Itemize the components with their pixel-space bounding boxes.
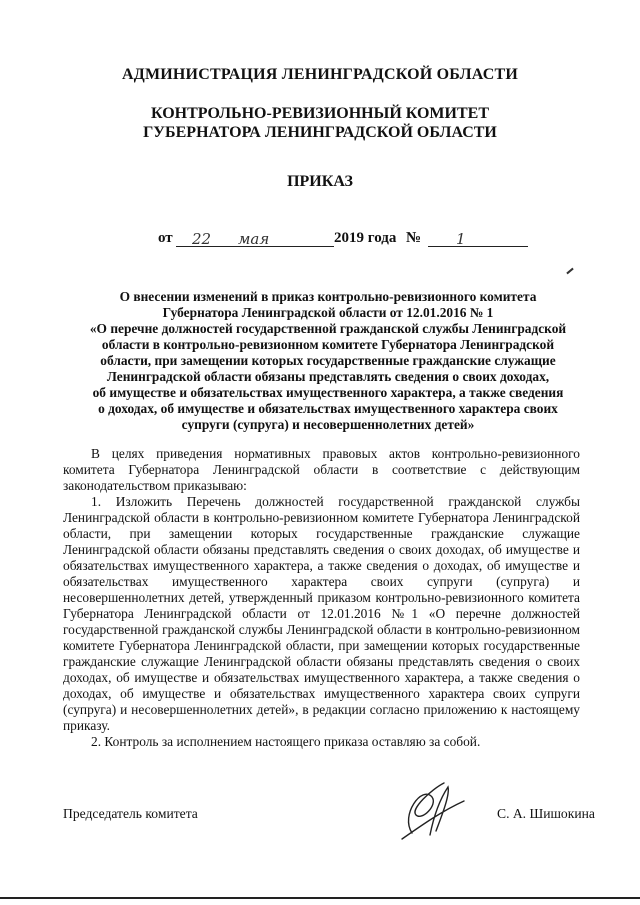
signatory-name: С. А. Шишокина [497, 806, 595, 821]
subject-line: области, при замещении которых государственные гражданские служащие [100, 353, 556, 368]
order-item-1: 1. Изложить Перечень должностей государственной гражданской службы Ленинградской области в контрольно-ревизионном комитете Губернатора Ленинградской области, при замещении которых государственные гражданские служащие Ленинградской области обязаны представлять сведения о своих доходах, об имуществе и обязательствах имущественного характера, а также сведения о доходах, об имуществе и обязательствах имущественного характера своих супруги (супруга) и несовершеннолетних детей, утвержденный приказом контрольно-ревизионного комитета Губернатора Ленинградской области от 12.01.2016 №1 «О перечне должностей государственной гражданской службы Ленинградской области в контрольно-ревизионном комитете Губернатора Ленинградской области, при замещении которых государственные гражданские служащие Ленинградской области обязаны представлять сведения о своих доходах, об имуществе и обязательствах имущественного характера, а также сведения о доходах, об имуществе и обязательствах имущественного характера своих супруги (супруга) и несовершеннолетних детей», в редакции согласно приложению к настоящему приказу. [63, 494, 580, 733]
subject-line: Ленинградской области обязаны представлять сведения о своих доходах, [106, 369, 550, 384]
date-year: 2019 года [334, 230, 397, 246]
subject-line: супруги (супруга) и несовершеннолетних детей» [181, 417, 475, 432]
scan-edge-line [0, 897, 640, 899]
order-body [63, 446, 580, 750]
document-type-title: ПРИКАЗ [287, 173, 353, 190]
date-number-line [158, 226, 558, 250]
handwritten-number: 1 [456, 230, 466, 248]
committee-heading-line-2: ГУБЕРНАТОРА ЛЕНИНГРАДСКОЙ ОБЛАСТИ [143, 124, 497, 141]
number-label: № [406, 230, 422, 246]
handwritten-signature [392, 775, 470, 847]
administration-heading: АДМИНИСТРАЦИЯ ЛЕНИНГРАДСКОЙ ОБЛАСТИ [122, 66, 518, 83]
subject-line: «О перечне должностей государственной гражданской службы Ленинградской [89, 321, 567, 336]
subject-line: области в контрольно-ревизионном комитете Губернатора Ленинградской [101, 337, 555, 352]
handwritten-day: 22 [192, 230, 212, 248]
subject-line: Губернатора Ленинградской области от 12.01.2016 № 1 [162, 305, 494, 320]
order-item-2: 2. Контроль за исполнением настоящего приказа оставляю за собой. [91, 734, 481, 749]
order-subject [78, 289, 578, 433]
handwritten-month: мая [238, 230, 270, 248]
date-prefix: от [158, 230, 173, 246]
committee-heading [0, 104, 640, 142]
preamble-paragraph: В целях приведения нормативных правовых актов контрольно-ревизионного комитета Губернатора Ленинградской области в соответствие с действующим законодательством приказываю: [63, 446, 580, 493]
subject-line: о доходах, об имуществе и обязательствах имущественного характера своих [98, 401, 558, 416]
pen-mark [566, 268, 573, 275]
committee-heading-line-1: КОНТРОЛЬНО-РЕВИЗИОННЫЙ КОМИТЕТ [151, 105, 489, 122]
number-underline [428, 228, 528, 247]
signatory-title: Председатель комитета [63, 806, 198, 821]
subject-line: О внесении изменений в приказ контрольно-ревизионного комитета [119, 289, 537, 304]
subject-line: об имуществе и обязательствах имущественного характера, а также сведения [92, 385, 564, 400]
